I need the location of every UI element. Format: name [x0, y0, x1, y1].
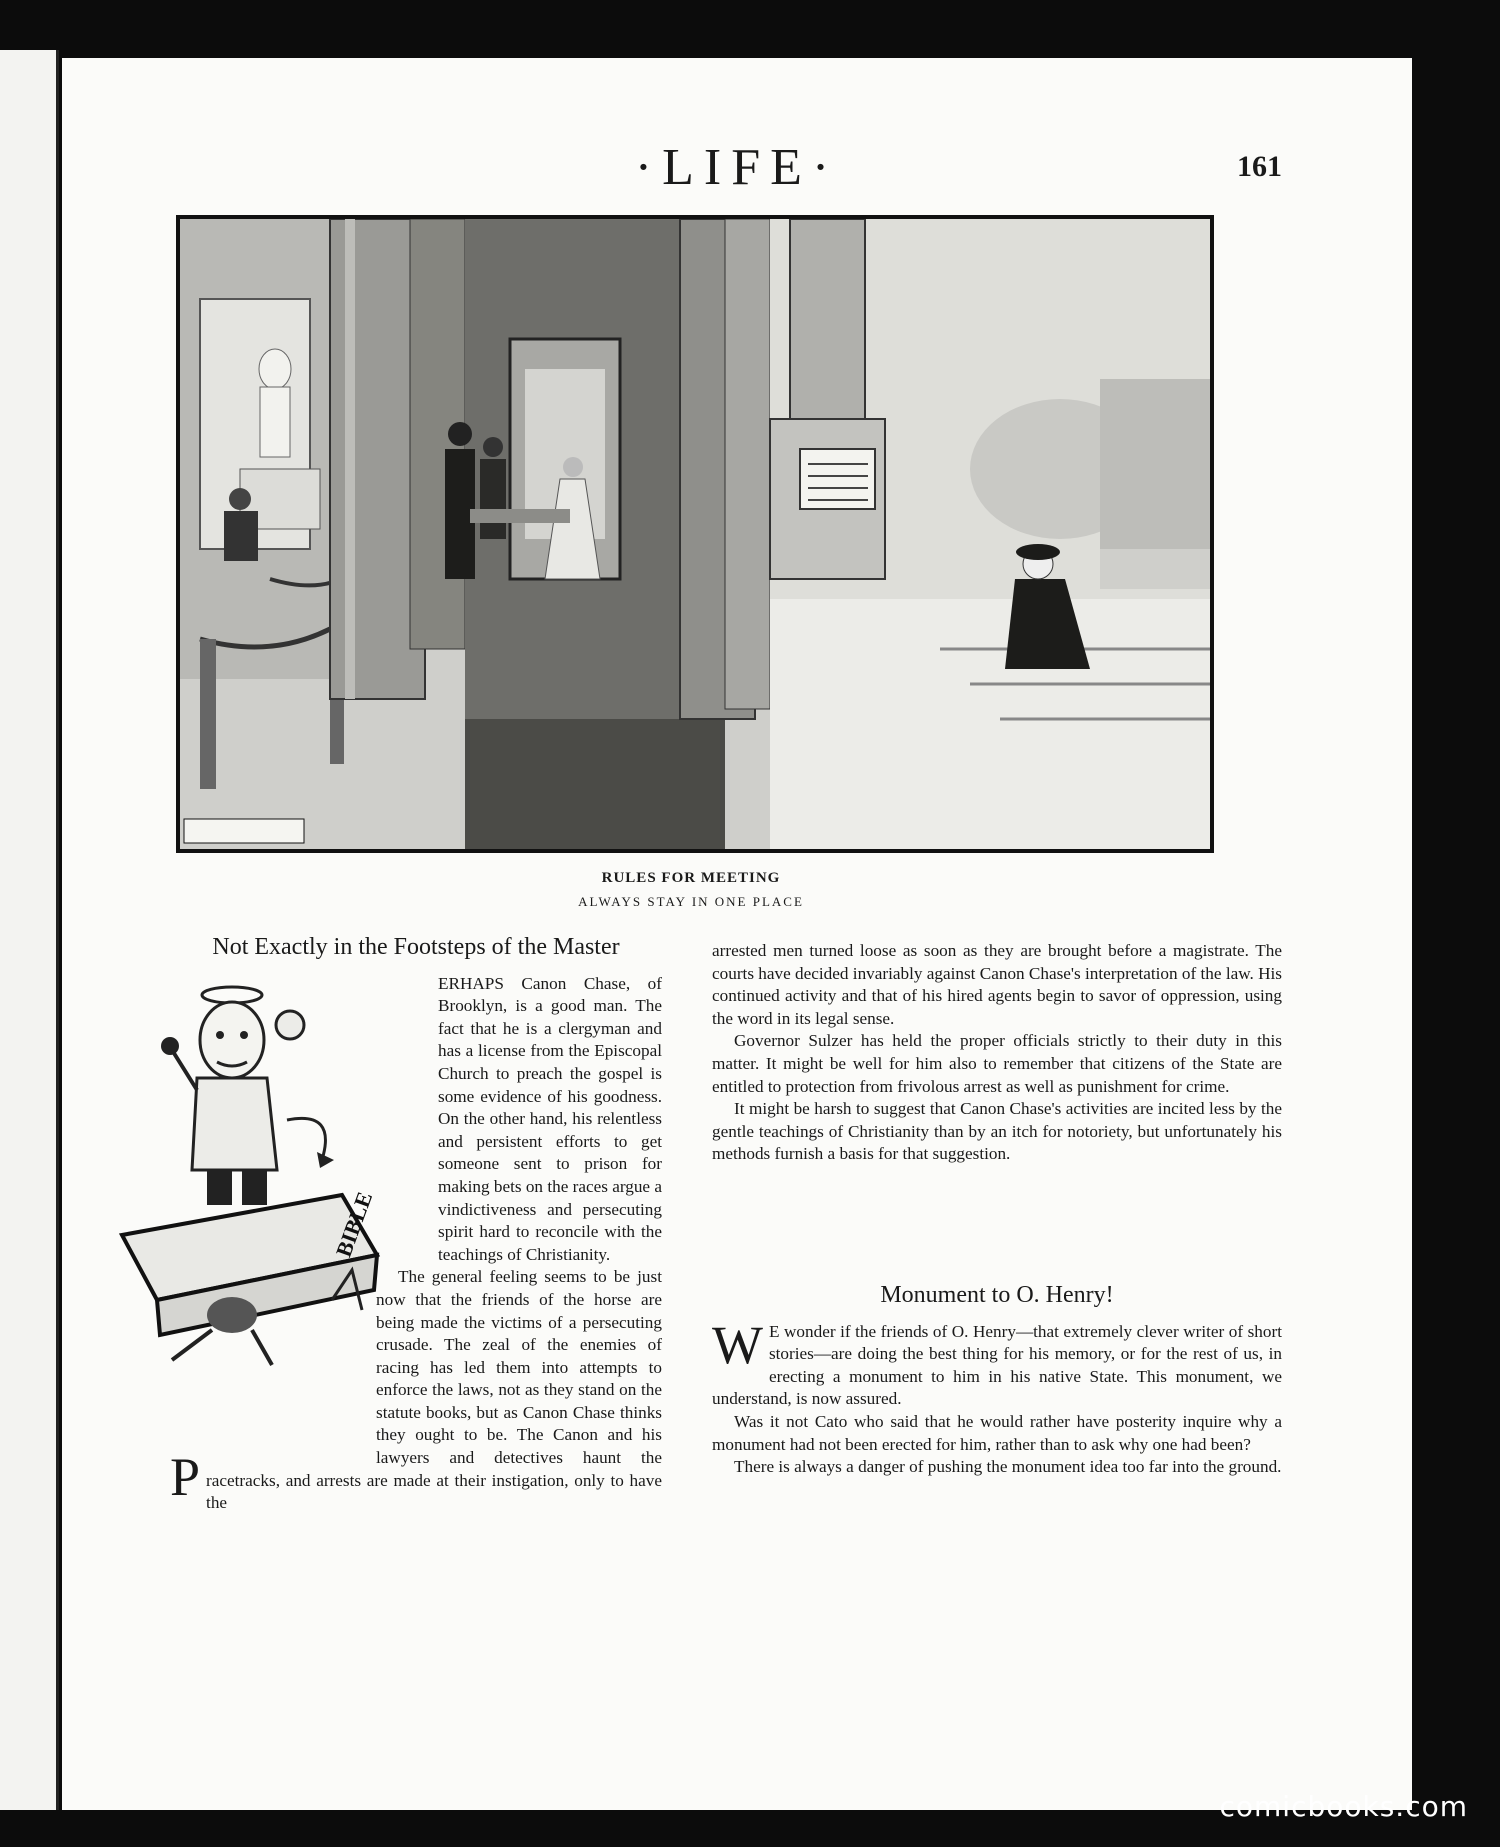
watermark: comicbooks.com: [1219, 1790, 1468, 1823]
illustration-drawing: [180, 219, 1210, 849]
article2-paragraph-1: [712, 1314, 1282, 1411]
article1-column2: [712, 940, 1282, 1166]
page-number: 161: [1237, 150, 1282, 183]
article2-paragraph-3: There is always a danger of pushing the monument idea too far into the ground.: [734, 1457, 1282, 1477]
article2-headline: Monument to O. Henry!: [880, 1282, 1114, 1308]
article1-paragraph-5: It might be harsh to suggest that Canon Chase's activities are incited less by the gentle teachings of Christianity than by an itch for notoriety, but unfortunately his methods furnish a basis for that suggestion.: [712, 1099, 1282, 1164]
cartoon-wrap-space: [170, 973, 438, 1261]
article2-paragraph-1-text: E wonder if the friends of O. Henry—that extremely clever writer of short stories—are doing the best thing for his memory, or for the rest of us, in erecting a monument to him in his native State. This monument, we understand, is now assured.: [712, 1321, 1282, 1409]
magazine-page: [62, 58, 1412, 1810]
caption-subtitle: ALWAYS STAY IN ONE PLACE: [578, 894, 804, 909]
bible-label: BIBLE: [330, 1188, 378, 1261]
article1-headline: Not Exactly in the Footsteps of the Master: [212, 934, 620, 960]
article1-paragraph-3: arrested men turned loose as soon as they are brought before a magistrate. The courts have decided invariably against Canon Chase's interpretation of the law. His continued activity and that of his hired agents begin to savor of oppression, using the word in its legal sense.: [712, 941, 1282, 1028]
article1-paragraph-4: Governor Sulzer has held the proper officials strictly to their duty in this matter. It might be well for him also to remember that citizens of the State are entitled to protection from frivolous arrest as well as punishment for crime.: [712, 1031, 1282, 1096]
article2-dropcap: W: [712, 1314, 763, 1375]
cartoon-wrap-space-lower: [170, 1261, 376, 1453]
article1-paragraph-1-text: ERHAPS Canon Chase, of Brooklyn, is a good man. The fact that he is a clergyman and has a license from the Episcopal Church to preach the gospel is some evidence of his goodness. On the other hand, his relentless and persistent efforts to get someone sent to prison for making bets on the races argue a vindictiveness and persecuting spirit hard to reconcile with the teachings of Christianity.: [438, 973, 662, 1264]
article1-paragraph-2: The general feeling seems to be just now that the friends of the horse are being made the victims of a persecuting crusade. The zeal of the enemies of racing has led them into attempts to enforce the laws, not as they stand on the statute books, but as Canon Chase thinks they ought to be. The Canon and his lawyers and detectives haunt the racetracks, and arrests are made at their instigation, only to have the: [206, 1267, 662, 1513]
masthead: ·LIFE·: [634, 139, 840, 196]
museum-illustration: [176, 215, 1214, 853]
article2-paragraph-2: Was it not Cato who said that he would rather have posterity inquire why a monument had not been erected for him, rather than to ask why one had been?: [712, 1411, 1282, 1454]
article1-dropcap: P: [170, 1446, 201, 1507]
article1-column1: [170, 936, 662, 1515]
adjacent-page-edge: [0, 50, 59, 1810]
article2: [712, 1284, 1282, 1479]
caption-title: RULES FOR MEETING: [601, 870, 781, 886]
